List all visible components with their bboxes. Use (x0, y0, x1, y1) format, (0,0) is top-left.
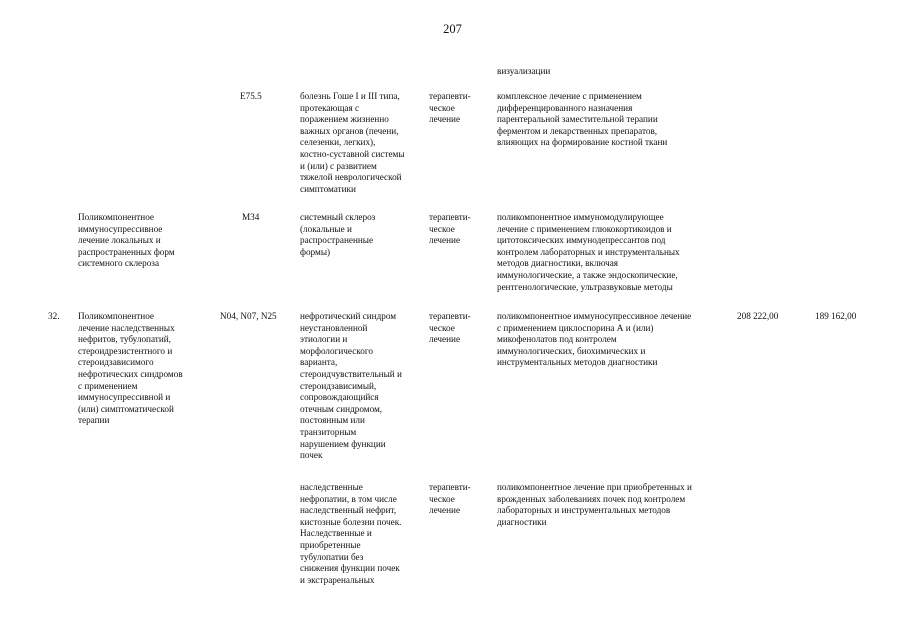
method-cell: поликомпонентное лечение при приобретенных и врожденных заболеваниях почек под контролем лабораторных и инструментальных методов диагностики (497, 482, 692, 527)
patient-model-cell: нефротический синдром неустановленной этиологии и морфологического варианта, стероидчувствительный и стероидзависимый, сопровождающийся отечным синдромом, постоянным или транзиторным нарушением функции почек (300, 311, 402, 461)
icd-code-cell: E75.5 (240, 91, 262, 101)
care-type-name-cell: Поликомпонентное лечение наследственных нефритов, тубулопатий, стероидрезистентного и стероидзависимого нефротических синдромов с применением иммуносупрессивной и (или) симптоматической терапии (78, 311, 183, 426)
patient-model-cell: наследственные нефропатии, в том числе наследственный нефрит, кистозные болезни почек. Наследственные и приобретенные тубулопатии без снижения функции почек и экстраренальных (300, 482, 402, 585)
method-cell: поликомпонентное иммуномодулирующее лечение с применением глюкокортикоидов и цитотоксических иммунодепрессантов под контролем лабораторных и инструментальных методов диагностики, включая иммунологические, а также эндоскопические, рентгенологические, ультразвуковые методы (497, 212, 680, 292)
method-cell: комплексное лечение с применением дифференцированного назначения парентеральной заместительной терапии ферментом и лекарственных препаратов, влияющих на формирование костной ткани (497, 91, 668, 148)
fixed-cost-cell: 189 162,00 (815, 311, 857, 321)
row-number-cell: 32. (48, 311, 60, 321)
treatment-kind-cell: терапевти- ческое лечение (429, 91, 471, 125)
page-number: 207 (443, 22, 462, 36)
treatment-kind-cell: терапевти- ческое лечение (429, 311, 471, 345)
icd-code-cell: M34 (242, 212, 260, 222)
patient-model-cell: болезнь Гоше I и III типа, протекающая с поражением жизненно важных органов (печени, селезенки, легких), костно-суставной системы и (или) с развитием тяжелой неврологической симптоматики (300, 91, 405, 194)
method-cell: визуализации (497, 66, 551, 76)
patient-model-cell: системный склероз (локальные и распространенные формы) (300, 212, 376, 257)
care-type-name-cell: Поликомпонентное иммуносупрессивное лечение локальных и распространенных форм системного склероза (78, 212, 175, 269)
icd-code-cell: N04, N07, N25 (220, 311, 277, 321)
method-cell: поликомпонентное иммуносупрессивное лечение с применением циклоспорина А и (или) микофенолатов под контролем иммунологических, биохимических и инструментальных методов диагностики (497, 311, 692, 368)
treatment-kind-cell: терапевти- ческое лечение (429, 212, 471, 246)
standard-cost-cell: 208 222,00 (737, 311, 779, 321)
treatment-kind-cell: терапевти- ческое лечение (429, 482, 471, 516)
